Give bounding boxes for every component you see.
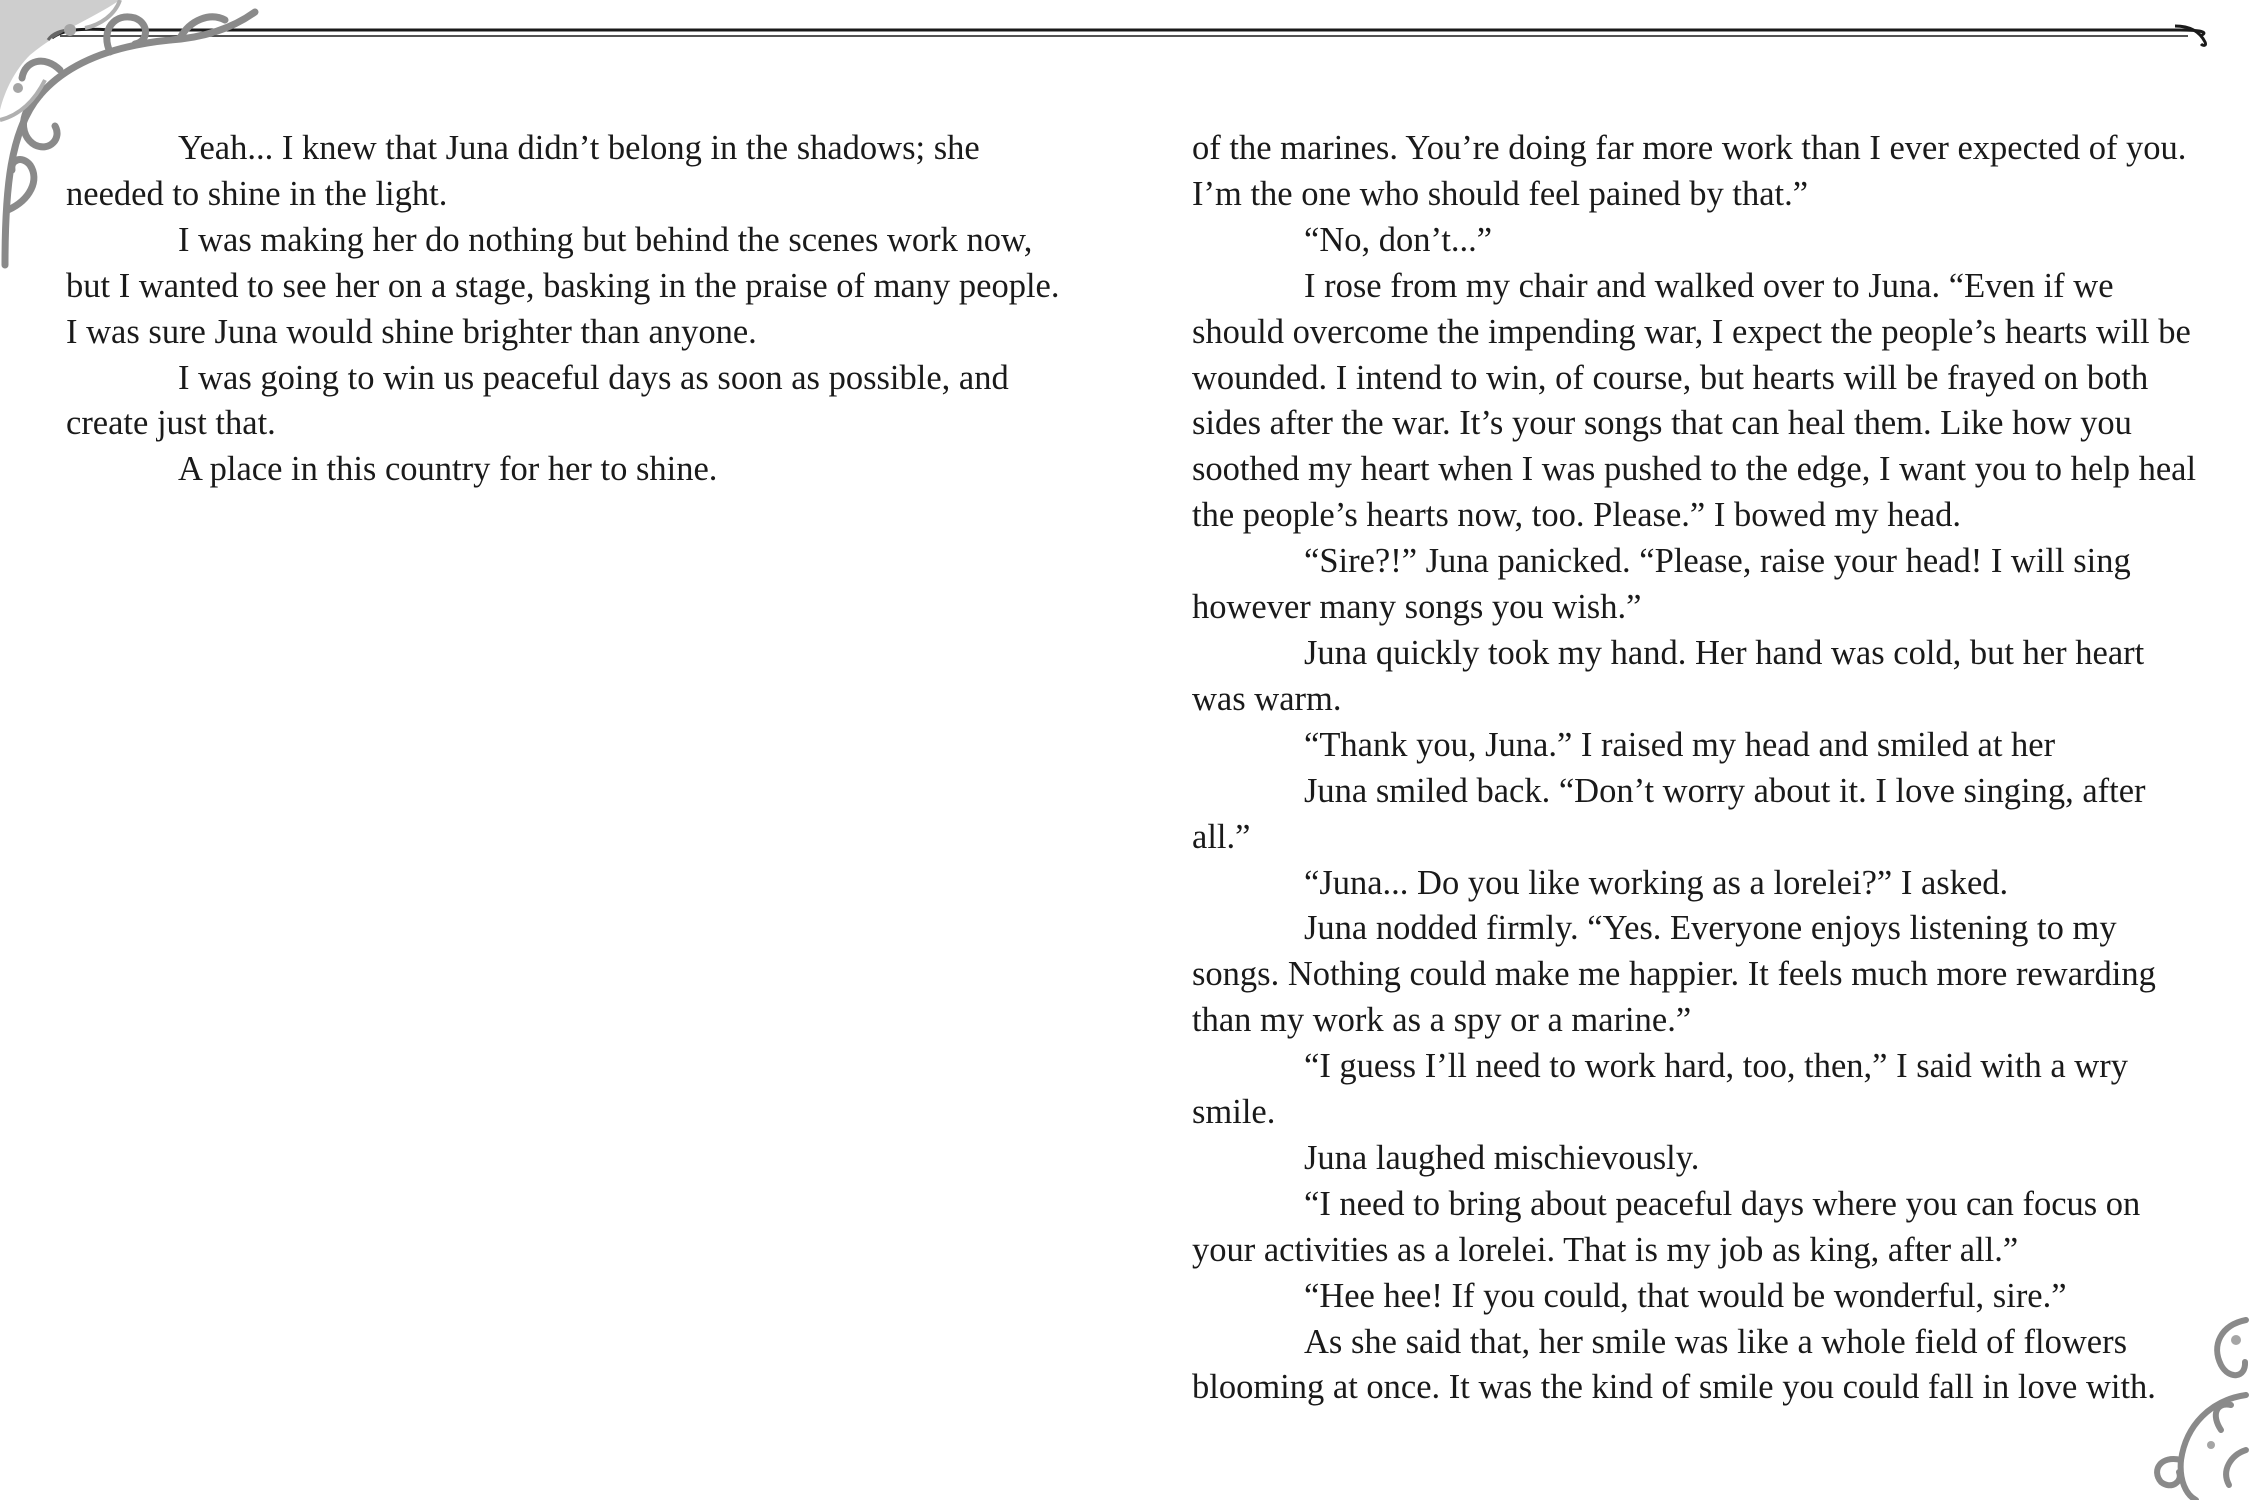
decorative-rule-icon	[0, 0, 2251, 60]
paragraph: “Hee hee! If you could, that would be wonderful, sire.”	[1304, 1276, 2067, 1315]
paragraph: Juna quickly took my hand. Her hand was cold, but her heart was warm.	[1192, 633, 2145, 718]
paragraph: As she said that, her smile was like a whole field of flowers blooming at once. It was the kind of smile you could fall in love with.	[1192, 1322, 2156, 1407]
paragraph: “No, don’t...”	[1304, 220, 1493, 259]
paragraph: “Juna... Do you like working as a lorelei?” I asked.	[1304, 863, 2009, 902]
paragraph: I rose from my chair and walked over to Juna. “Even if we should overcome the impending war, I expect the people’s hearts will be wounded. I intend to win, of course, but hearts will be frayed on both sides after the war. It’s your songs that can heal them. Like how you soothed my heart when I was pushed to the edge, I want you to help heal the people’s hearts now, too. Please.” I bowed my head.	[1192, 266, 2197, 535]
left-text-column	[66, 126, 1066, 493]
paragraph: I was making her do nothing but behind the scenes work now, but I wanted to see her on a stage, basking in the praise of many people. I was sure Juna would shine brighter than anyone.	[66, 220, 1060, 351]
paragraph: “I guess I’ll need to work hard, too, then,” I said with a wry smile.	[1192, 1047, 2128, 1132]
paragraph: “Thank you, Juna.” I raised my head and smiled at her	[1304, 725, 2056, 764]
paragraph: Juna laughed mischievously.	[1304, 1138, 1700, 1177]
paragraph: I was going to win us peaceful days as soon as possible, and create just that.	[66, 358, 1009, 443]
paragraph-continuation: of the marines. You’re doing far more work than I ever expected of you. I’m the one who should feel pained by that.”	[1192, 129, 2187, 213]
paragraph: A place in this country for her to shine.	[178, 450, 718, 489]
paragraph: Yeah... I knew that Juna didn’t belong in the shadows; she needed to shine in the light.	[66, 129, 980, 213]
right-text-column	[1192, 126, 2197, 1411]
paragraph: Juna nodded firmly. “Yes. Everyone enjoys listening to my songs. Nothing could make me happier. It feels much more rewarding than my work as a spy or a marine.”	[1192, 909, 2156, 1040]
paragraph: “Sire?!” Juna panicked. “Please, raise your head! I will sing however many songs you wish.”	[1192, 542, 2131, 627]
paragraph: Juna smiled back. “Don’t worry about it. I love singing, after all.”	[1192, 771, 2146, 856]
paragraph: “I need to bring about peaceful days where you can focus on your activities as a lorelei. That is my job as king, after all.”	[1192, 1184, 2141, 1269]
